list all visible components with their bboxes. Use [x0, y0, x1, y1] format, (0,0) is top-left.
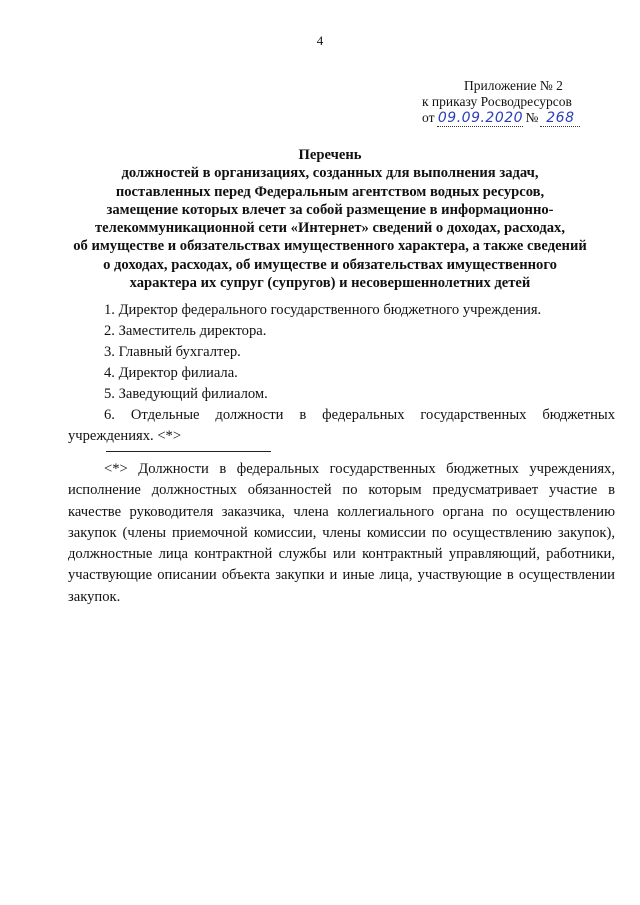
appendix-label: Приложение № 2	[464, 78, 563, 93]
appendix-header	[422, 78, 602, 127]
title-heading: Перечень	[298, 147, 362, 163]
title-line: замещение которых влечет за собой размещение в информационно-	[106, 201, 554, 218]
list-item: 6. Отдельные должности в федеральных государственных бюджетных учреждениях. <*>	[68, 407, 615, 444]
title-line: об имуществе и обязательствах имущественного характера, а также сведений	[73, 238, 587, 255]
page-number: 4	[316, 33, 324, 48]
document-title	[60, 146, 600, 292]
list-item: 5. Заведующий филиалом.	[104, 386, 268, 402]
footnote-text: <*> Должности в федеральных государственных бюджетных учреждениях, исполнение должностных обязанностей по которым предусматривает участие в качестве руководителя заказчика, члена коллегиального органа по осуществлению закупок (члены приемочной комиссии, члены комиссии по осуществлению закупок), должностные лица контрактной службы или контрактный управляющий, работники, участвующие описании объекта закупки и иные лица, участвующие в осуществлении закупок.	[68, 461, 615, 605]
number-sign: №	[525, 110, 539, 125]
title-line: телекоммуникационной сети «Интернет» сведений о доходах, расходах,	[95, 220, 565, 237]
from-prefix: от	[422, 110, 435, 125]
positions-list	[68, 300, 615, 447]
handwritten-number: 268	[540, 111, 580, 127]
title-line: о доходах, расходах, об имуществе и обязательствах имущественного	[103, 256, 557, 273]
handwritten-date: 09.09.2020	[437, 110, 524, 126]
list-item: 4. Директор филиала.	[104, 365, 238, 381]
list-item: 2. Заместитель директора.	[104, 323, 267, 339]
title-line: должностей в организациях, созданных для выполнения задач,	[121, 165, 539, 182]
order-date-line	[422, 110, 602, 127]
order-reference: к приказу Росводресурсов	[422, 94, 572, 109]
list-item: 3. Главный бухгалтер.	[104, 344, 241, 360]
footnote-separator	[106, 451, 271, 452]
title-line: характера их супруг (супругов) и несовершеннолетних детей	[129, 275, 531, 292]
list-item: 1. Директор федерального государственного бюджетного учреждения.	[104, 302, 542, 318]
title-line: поставленных перед Федеральным агентством водных ресурсов,	[115, 183, 545, 200]
